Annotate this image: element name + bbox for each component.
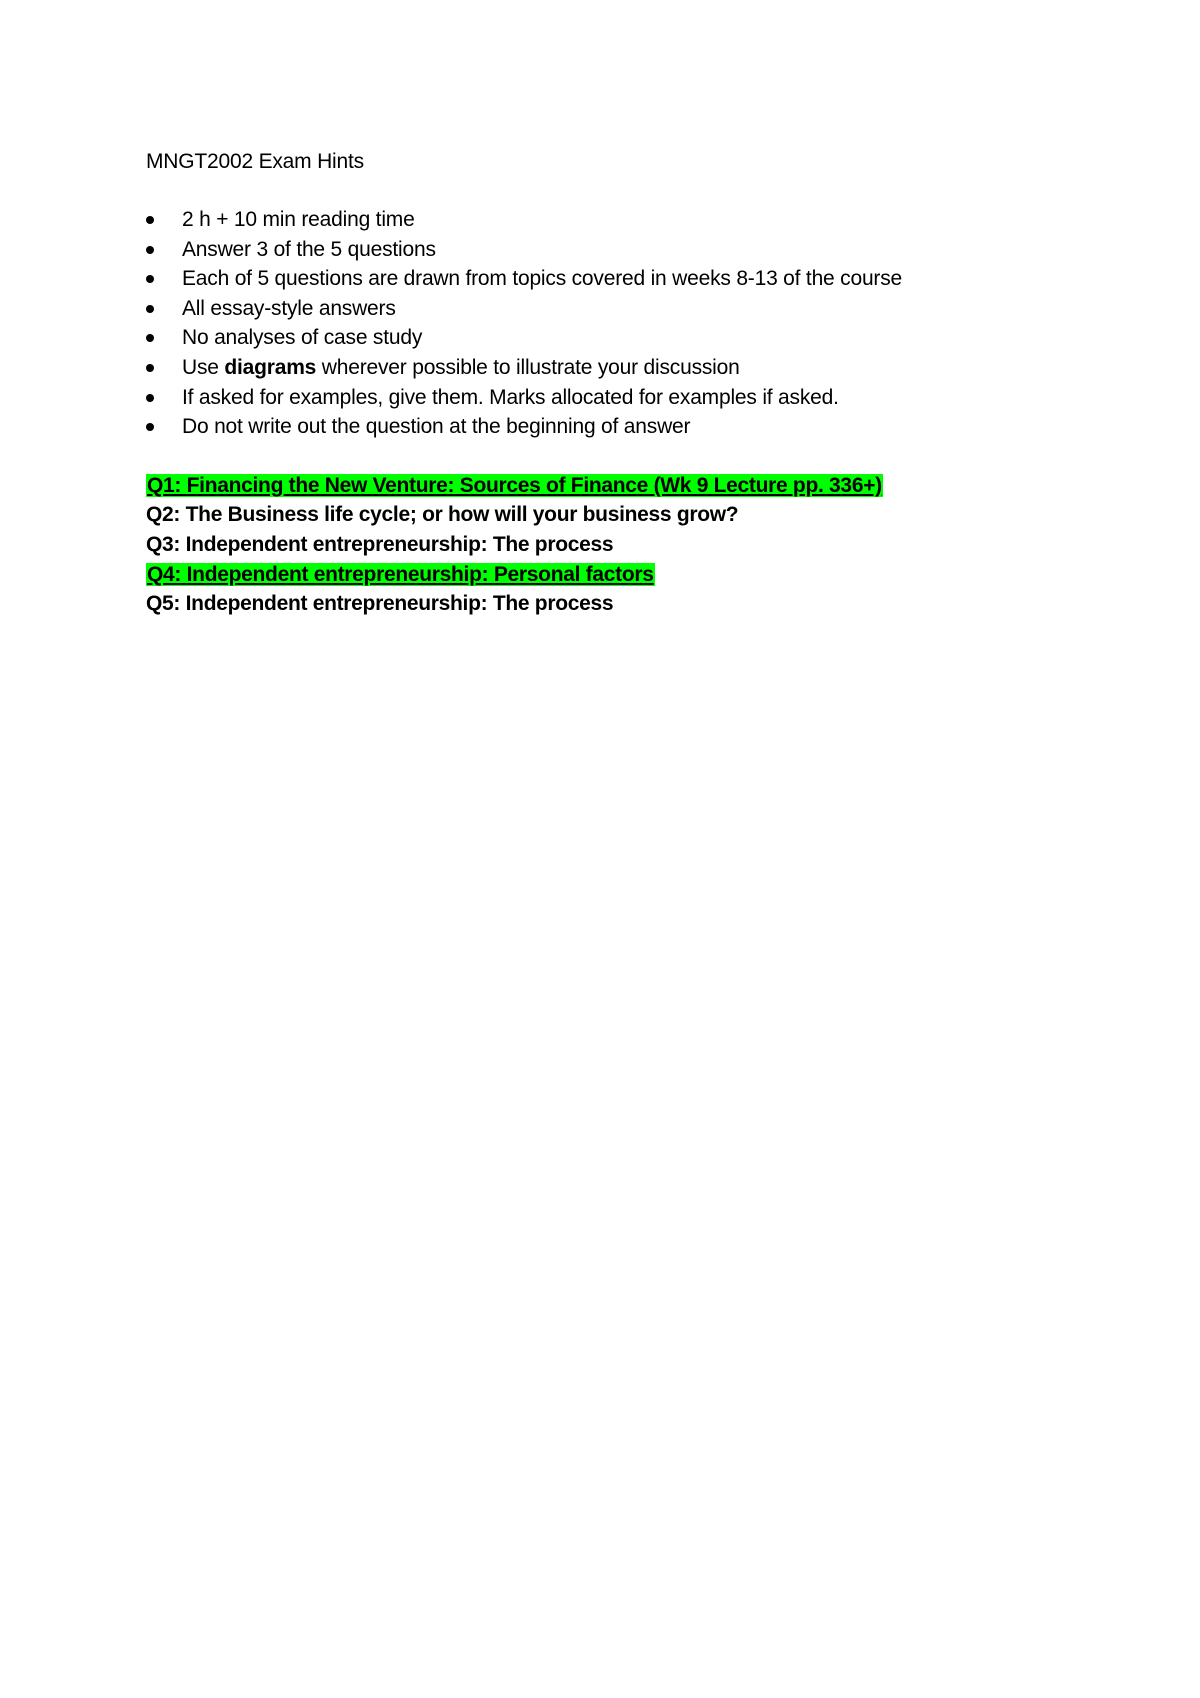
- bullet-icon: [146, 394, 154, 402]
- bullet-icon: [146, 216, 154, 224]
- question-text: Q2: The Business life cycle; or how will your business grow?: [146, 503, 739, 527]
- hint-text: Answer 3 of the 5 questions: [182, 237, 436, 261]
- hint-item: [146, 235, 1106, 265]
- question-text: Q5: Independent entrepreneurship: The process: [146, 592, 614, 616]
- question-text-highlighted: Q1: Financing the New Venture: Sources of Finance (Wk 9 Lecture pp. 336+): [147, 473, 882, 497]
- document-title: MNGT2002 Exam Hints: [146, 150, 364, 173]
- hint-text: If asked for examples, give them. Marks allocated for examples if asked.: [182, 385, 839, 409]
- hint-item: [146, 205, 1106, 235]
- hint-text: Each of 5 questions are drawn from topics covered in weeks 8-13 of the course: [182, 267, 902, 291]
- question-1: [146, 471, 1106, 501]
- hint-text: No analyses of case study: [182, 326, 423, 350]
- bullet-icon: [146, 275, 154, 283]
- question-5: [146, 589, 1106, 619]
- bullet-icon: [146, 423, 154, 431]
- bullet-icon: [146, 305, 154, 313]
- bullet-icon: [146, 246, 154, 254]
- bullet-icon: [146, 364, 154, 372]
- bullet-icon: [146, 334, 154, 342]
- question-3: [146, 530, 1106, 560]
- exam-questions-list: [146, 471, 1106, 619]
- hint-text: Do not write out the question at the beginning of answer: [182, 415, 691, 439]
- hint-item: [146, 353, 1106, 383]
- hint-item: [146, 294, 1106, 324]
- hint-text: 2 h + 10 min reading time: [182, 208, 415, 231]
- question-4: [146, 560, 1106, 590]
- hint-text-pre: Use: [182, 355, 225, 379]
- hint-item: [146, 323, 1106, 353]
- question-text-highlighted: Q4: Independent entrepreneurship: Personal factors: [147, 562, 654, 586]
- hint-item: [146, 412, 1106, 442]
- hint-item: [146, 264, 1106, 294]
- hint-text: All essay-style answers: [182, 296, 396, 320]
- question-2: [146, 500, 1106, 530]
- hint-item: [146, 383, 1106, 413]
- hint-text-bold: diagrams: [224, 355, 317, 379]
- hint-text-post: wherever possible to illustrate your discussion: [316, 355, 740, 379]
- exam-hints-list: [146, 205, 1106, 442]
- question-text: Q3: Independent entrepreneurship: The process: [146, 532, 614, 556]
- document-content: [146, 147, 1106, 619]
